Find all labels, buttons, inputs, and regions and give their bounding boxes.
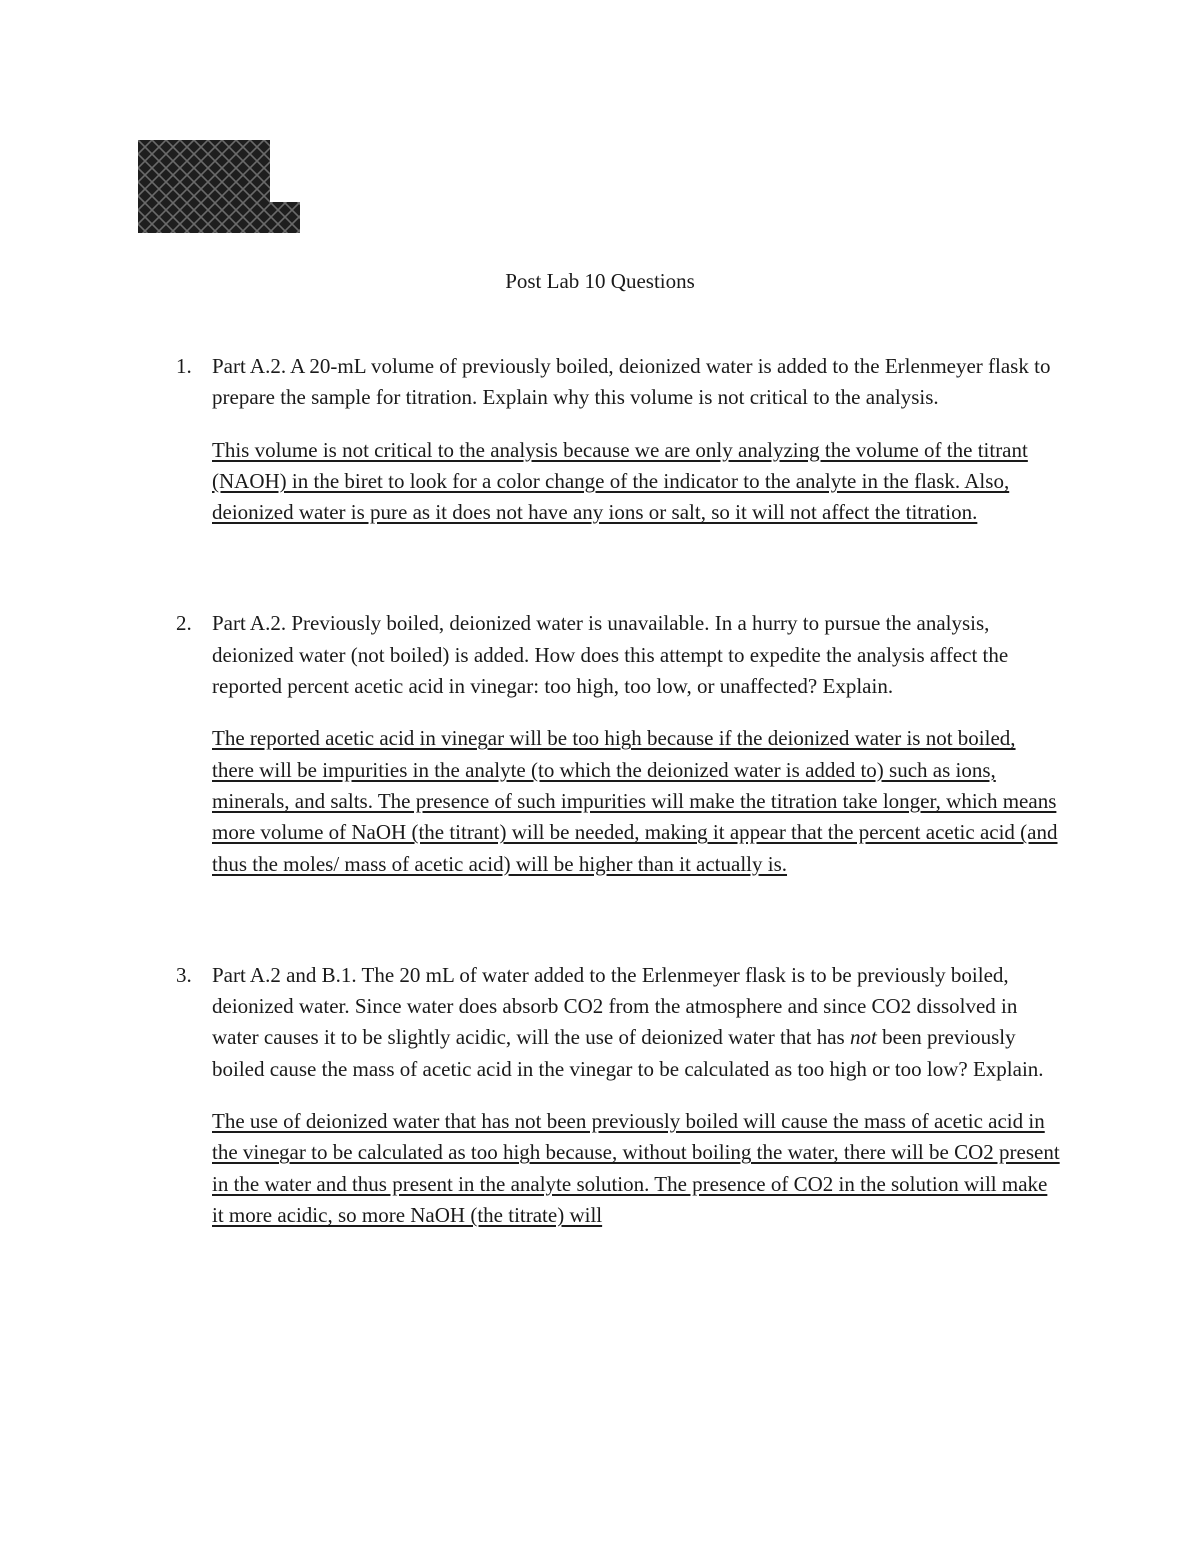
page-title: Post Lab 10 Questions bbox=[505, 269, 695, 293]
answer-text: The reported acetic acid in vinegar will be too high because if the deionized water is not boiled, there will be impurities in the analyte (to which the deionized water is added to) such as ions, minerals, and salts. The presence of such impurities will make the titration take longer, which means more volume of NaOH (the titrant) will be needed, making it appear that the percent acetic acid (and thus the moles/ mass of acetic acid) will be higher than it actually is. bbox=[212, 726, 1058, 876]
question-list bbox=[172, 351, 1062, 1231]
answer-text: The use of deionized water that has not been previously boiled will cause the mass of acetic acid in the vinegar to be calculated as too high because, without boiling the water, there will be CO2 present in the water and thus present in the analyte solution. The presence of CO2 in the solution will make it more acidic, so more NaOH (the titrate) will bbox=[212, 1109, 1060, 1227]
redacted-name-block bbox=[138, 140, 300, 233]
question-prompt: Part A.2. A 20-mL volume of previously boiled, deionized water is added to the Erlenmeyer flask to prepare the sample for titration. Explain why this volume is not critical to the analysis. bbox=[212, 354, 1051, 410]
question-item bbox=[172, 351, 1062, 528]
question-number: 1. bbox=[176, 354, 192, 378]
question-item bbox=[172, 608, 1062, 879]
prompt-text-part: Part A.2 and B.1. The 20 mL of water added to the Erlenmeyer flask is to be previously boiled, deionized water. Since water does absorb CO2 from the atmosphere and since CO2 dissolved in water causes it to be slightly acidic, will the use of deionized water that has bbox=[212, 962, 1018, 1050]
answer-text: This volume is not critical to the analysis because we are only analyzing the volume of the titrant (NAOH) in the biret to look for a color change of the indicator to the analyte in the flask. Also, deionized water is pure as it does not have any ions or salt, so it will not affect the titration. bbox=[212, 437, 1028, 525]
question-prompt bbox=[212, 960, 1062, 1085]
question-number: 2. bbox=[176, 611, 192, 636]
question-item bbox=[172, 960, 1062, 1231]
question-prompt: Part A.2. Previously boiled, deionized water is unavailable. In a hurry to pursue the analysis, deionized water (not boiled) is added. How does this attempt to expedite the analysis affect the reported percent acetic acid in vinegar: too high, too low, or unaffected? Explain. bbox=[212, 611, 1009, 699]
prompt-text-part: been previously boiled cause the mass of acetic acid in the vinegar to be calculated as too high or too low? Explain. bbox=[212, 1025, 1044, 1081]
question-number: 3. bbox=[176, 962, 192, 987]
emphasized-word: not bbox=[849, 1025, 877, 1050]
